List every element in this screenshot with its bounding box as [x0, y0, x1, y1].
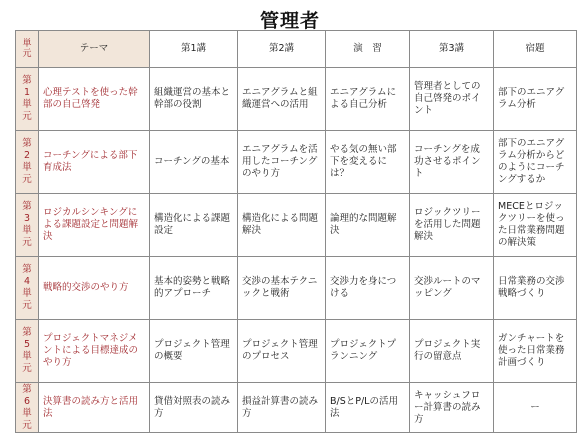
table-row [16, 257, 577, 320]
lecture1-cell: コーチングの基本 [150, 131, 238, 194]
header-homework: 宿題 [494, 31, 577, 68]
page-title: 管理者 [259, 10, 320, 32]
homework-cell: 部下のエニアグラム分析 [494, 68, 577, 131]
lecture3-cell: コーチングを成功させるポイント [410, 131, 494, 194]
curriculum-table [15, 30, 577, 433]
theme-cell: 戦略的交渉のやり方 [39, 257, 150, 320]
header-row [16, 31, 577, 68]
table-row [16, 131, 577, 194]
lecture2-cell: エニアグラムを活用したコーチングのやり方 [238, 131, 326, 194]
theme-cell: コーチングによる部下育成法 [39, 131, 150, 194]
header-unit: 単 元 [16, 31, 39, 68]
practice-cell: エニアグラムによる自己分析 [326, 68, 410, 131]
lecture1-cell: 基本的姿勢と戦略的アプローチ [150, 257, 238, 320]
lecture1-cell: 貸借対照表の読み方 [150, 383, 238, 433]
theme-cell: ロジカルシンキングによる課題設定と問題解決 [39, 194, 150, 257]
header-practice: 演 習 [326, 31, 410, 68]
table-row [16, 383, 577, 433]
theme-cell: プロジェクトマネジメントによる目標達成のやり方 [39, 320, 150, 383]
lecture3-cell: 交渉ルートのマッピング [410, 257, 494, 320]
homework-cell: ガンチャートを使った日常業務計画づくり [494, 320, 577, 383]
lecture1-cell: 構造化による課題設定 [150, 194, 238, 257]
lecture3-cell: ロジックツリーを活用した問題解決 [410, 194, 494, 257]
lecture1-cell: 組織運営の基本と幹部の役割 [150, 68, 238, 131]
header-theme: テーマ [39, 31, 150, 68]
table-row [16, 194, 577, 257]
header-lecture3: 第3講 [410, 31, 494, 68]
header-lecture2: 第2講 [238, 31, 326, 68]
practice-cell: やる気の無い部下を変えるには？ [326, 131, 410, 194]
lecture2-cell: 損益計算書の読み方 [238, 383, 326, 433]
homework-cell: 部下のエニアグラム分析からどのようにコーチングするか [494, 131, 577, 194]
lecture3-cell: プロジェクト実行の留意点 [410, 320, 494, 383]
lecture2-cell: エニアグラムと組織運営への活用 [238, 68, 326, 131]
homework-cell: ー [494, 383, 577, 433]
practice-cell: 論理的な問題解決 [326, 194, 410, 257]
practice-cell: プロジェクトプランニング [326, 320, 410, 383]
unit-label: 第 6 単 元 [16, 383, 39, 433]
lecture3-cell: 管理者としての自己啓発のポイント [410, 68, 494, 131]
lecture2-cell: 交渉の基本テクニックと戦術 [238, 257, 326, 320]
lecture3-cell: キャッシュフロー計算書の読み方 [410, 383, 494, 433]
unit-label: 第 3 単 元 [16, 194, 39, 257]
unit-label: 第 4 単 元 [16, 257, 39, 320]
lecture1-cell: プロジェクト管理の概要 [150, 320, 238, 383]
lecture2-cell: 構造化による問題解決 [238, 194, 326, 257]
unit-label: 第 1 単 元 [16, 68, 39, 131]
unit-label: 第 5 単 元 [16, 320, 39, 383]
unit-label: 第 2 単 元 [16, 131, 39, 194]
theme-cell: 心理テストを使った幹部の自己啓発 [39, 68, 150, 131]
homework-cell: MECEとロジックツリーを使った日常業務問題の解決策 [494, 194, 577, 257]
homework-cell: 日常業務の交渉戦略づくり [494, 257, 577, 320]
lecture2-cell: プロジェクト管理のプロセス [238, 320, 326, 383]
practice-cell: 交渉力を身につける [326, 257, 410, 320]
table-row [16, 320, 577, 383]
theme-cell: 決算書の読み方と活用法 [39, 383, 150, 433]
practice-cell: B/SとP/Lの活用法 [326, 383, 410, 433]
header-lecture1: 第1講 [150, 31, 238, 68]
table-row [16, 68, 577, 131]
